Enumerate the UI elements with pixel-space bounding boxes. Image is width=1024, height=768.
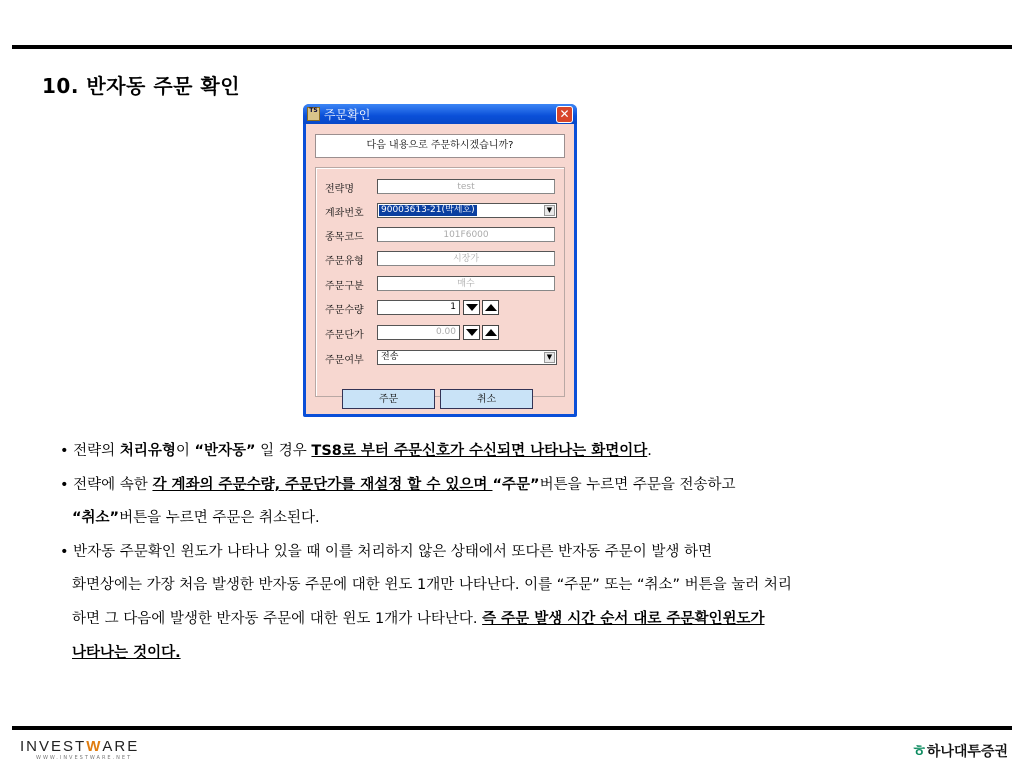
chevron-down-icon[interactable]: ▼ xyxy=(544,352,555,363)
quantity-input[interactable]: 1 xyxy=(377,300,460,315)
strategy-label: 전략명 xyxy=(325,184,354,195)
text: 전략의 xyxy=(73,443,120,459)
bullet-2 xyxy=(60,473,735,497)
triangle-down-icon xyxy=(466,304,478,311)
bullet-dot: • xyxy=(60,443,69,459)
logo-mark: W xyxy=(86,738,103,755)
text-bold: “주문” xyxy=(492,477,540,493)
order-button[interactable]: 주문 xyxy=(342,389,435,409)
close-button[interactable]: ✕ xyxy=(556,106,573,123)
triangle-up-icon xyxy=(485,329,497,336)
bullet-3-line-2 xyxy=(72,573,792,597)
bullet-3 xyxy=(60,540,712,564)
row-quantity xyxy=(325,300,565,316)
hana-logo xyxy=(911,738,1008,761)
hana-mark-icon: ㅎ xyxy=(911,741,927,760)
row-strategy xyxy=(325,179,565,195)
item-code-label: 종목코드 xyxy=(325,232,364,243)
price-increase-button[interactable] xyxy=(482,325,499,340)
triangle-down-icon xyxy=(466,329,478,336)
page-title: 10. 반자동 주문 확인 xyxy=(42,74,241,98)
logo-text: INVEST xyxy=(20,738,87,755)
text: 일 경우 xyxy=(255,443,312,459)
text: 반자동 주문확인 윈도가 나타나 있을 때 이를 처리하지 않은 상태에서 또다른 반자동 주문이 발생 하면 xyxy=(73,544,712,560)
send-select[interactable] xyxy=(377,350,557,365)
bullet-3-line-4 xyxy=(60,641,181,665)
text: 전략에 속한 xyxy=(73,477,153,493)
dialog-titlebar[interactable] xyxy=(303,104,577,124)
order-type-label: 주문유형 xyxy=(325,256,364,267)
confirm-question: 다음 내용으로 주문하시겠습니까? xyxy=(315,134,565,158)
logo-text: ARE xyxy=(102,738,140,755)
chevron-down-icon[interactable]: ▼ xyxy=(544,205,555,216)
text: 화면상에는 가장 처음 발생한 반자동 주문에 대한 윈도 1개만 나타난다. 이를 “주문” 또는 “취소” 버튼을 눌러 처리 xyxy=(72,577,792,593)
text: 버튼을 누르면 주문을 전송하고 xyxy=(539,477,736,493)
dialog-title: 주문확인 xyxy=(324,108,371,122)
text-underlined: 각 계좌의 주문수량, 주문단가를 재설정 할 수 있으며 xyxy=(152,477,493,493)
send-label: 주문여부 xyxy=(325,355,364,366)
order-confirm-dialog xyxy=(303,104,577,417)
bullet-1 xyxy=(60,439,652,463)
dialog-body xyxy=(306,124,574,414)
row-account xyxy=(325,203,565,219)
strategy-field: test xyxy=(377,179,555,194)
row-price xyxy=(325,325,565,341)
text: 하면 그 다음에 발생한 반자동 주문에 대한 윈도 1개가 나타난다. xyxy=(72,611,483,627)
account-select[interactable] xyxy=(377,203,557,218)
bullet-3-line-3 xyxy=(72,607,765,631)
bullet-2-line-2 xyxy=(72,506,320,530)
text-bold: “반자동” xyxy=(194,443,256,459)
bottom-rule xyxy=(12,726,1012,730)
text: . xyxy=(647,443,652,459)
cancel-button[interactable]: 취소 xyxy=(440,389,533,409)
quantity-label: 주문수량 xyxy=(325,305,364,316)
quantity-increase-button[interactable] xyxy=(482,300,499,315)
row-item-code xyxy=(325,227,565,243)
row-order-type xyxy=(325,251,565,267)
investware-url: WWW.INVESTWARE.NET xyxy=(36,755,133,761)
send-value: 전송 xyxy=(381,352,399,362)
text: 이 xyxy=(175,443,195,459)
top-rule xyxy=(12,45,1012,49)
bullet-dot: • xyxy=(60,544,69,560)
app-logo-icon: TS xyxy=(307,107,320,121)
account-label: 계좌번호 xyxy=(325,208,364,219)
account-value: 90003613-21(박세호) xyxy=(381,205,475,215)
text-underlined: 즉 주문 발생 시간 순서 대로 주문확인윈도가 xyxy=(482,611,765,627)
price-label: 주문단가 xyxy=(325,330,364,341)
quantity-decrease-button[interactable] xyxy=(463,300,480,315)
logo-text: 하나대투증권 xyxy=(926,744,1008,760)
text-bold: “취소” xyxy=(72,510,120,526)
order-kind-label: 주문구분 xyxy=(325,281,364,292)
order-type-field: 시장가 xyxy=(377,251,555,266)
text-underlined: 나타나는 것이다. xyxy=(72,645,181,661)
text-underlined: TS8로 부터 주문신호가 수신되면 나타나는 화면이다 xyxy=(311,443,648,459)
item-code-field: 101F6000 xyxy=(377,227,555,242)
triangle-up-icon xyxy=(485,304,497,311)
bullet-dot: • xyxy=(60,477,69,493)
investware-logo xyxy=(20,738,139,755)
row-send xyxy=(325,350,565,366)
order-fields-group xyxy=(315,167,565,397)
text: 버튼을 누르면 주문은 취소된다. xyxy=(119,510,320,526)
price-input[interactable]: 0.00 xyxy=(377,325,460,340)
order-kind-field: 매수 xyxy=(377,276,555,291)
price-decrease-button[interactable] xyxy=(463,325,480,340)
text-bold: 처리유형 xyxy=(119,443,176,459)
row-order-kind xyxy=(325,276,565,292)
